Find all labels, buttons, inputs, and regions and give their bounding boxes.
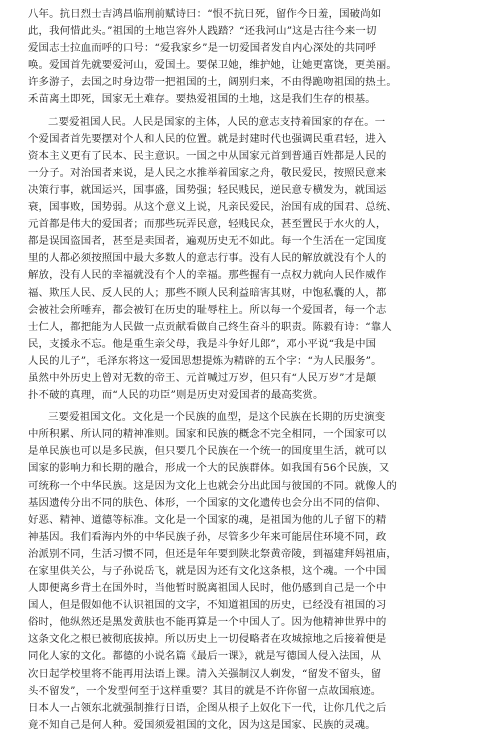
text-line: 会被社会所唾弃，都会被钉在历史的耻辱柱上。所以每一个爱国者，每一个志 — [28, 303, 387, 316]
text-line: 里的人都必须按照国中最大多数人的意志行事。没有人民的解放就没有个人的 — [28, 252, 387, 265]
text-line: 俗时，他纵然还是黑发黄肤也不能再算是一个中国人了。因为他精神世界中的 — [28, 616, 387, 629]
text-line: 神基因。我们看海内外的中华民族子孙，尽管多少年来可能居住环境不同，政 — [28, 530, 387, 543]
text-line: 爱国志士拉血而呼的口号：“爱我家乡”是一切爱国者发自内心深处的共同呼 — [28, 42, 377, 55]
text-line: 唤。爱国首先就要爱河山，爱国土。要保卫她，维护她，让她更富饶，更美丽。 — [28, 59, 397, 72]
text-line: 二要爱祖国人民。人民是国家的主体，人民的意志支持着国家的存在。一 — [48, 115, 386, 128]
text-line: 八年。抗日烈士吉鸿昌临刑前赋诗曰：“恨不抗日死，留作今日羞，国破尚如 — [28, 8, 382, 20]
text-line: 个爱国者首先要摆对个人和人民的位置。就是封建时代也强调民重君轻，进入 — [28, 132, 387, 145]
text-line: 解放，没有人民的幸福就没有个人的幸福。那些握有一点权力就向人民作威作 — [28, 269, 387, 282]
text-line: 元首都是伟大的爱国者；而那些玩弄民意，轻贱民众，甚至置民于水火的人， — [28, 218, 387, 231]
paragraph-2 — [28, 114, 452, 405]
text-line: 人即便离乡背土在国外时，当他暂时脱离祖国人民时，他仍感到自己是一个中 — [28, 582, 387, 595]
text-line: 次日起学校里将不能再用法语上课。清入关强制汉人剃发，“留发不留头，留 — [28, 667, 382, 680]
text-line: 都是误国盗国者，甚至是卖国者，遍观历史无不如此。每一个生活在一定国度 — [28, 235, 387, 248]
text-line: 许多游子，去国之时身边带一把祖国的土，阔别归来，不由得跪吻祖国的热土。 — [28, 76, 397, 89]
text-line: 三要爱祖国文化。文化是一个民族的血型，是这个民族在长期的历史演变 — [48, 411, 386, 424]
text-line: 日本人一占领东北就强制推行日语，企图从根子上奴化下一代，让你几代之后 — [28, 701, 387, 714]
text-line: 这条文化之根已被彻底拔掉。所以历史上一切侵略者在攻城掠地之后接着便是 — [28, 633, 387, 646]
text-line: 禾苗离土即死，国家无土难存。要热爱祖国的土地，这是我们生存的根基。 — [28, 93, 376, 106]
text-line: 福、欺压人民、反人民的人；那些不顾人民利益暗害其财，中饱私囊的人，都 — [28, 286, 387, 299]
text-line: 国人，但是假如他不认识祖国的文字，不知道祖国的历史，已经没有祖国的习 — [28, 599, 387, 612]
text-line: 国家的影响力和长期的融合，形成一个大的民族群体。如我国有56个民族，又 — [28, 462, 390, 475]
text-line: 好恶、精神、道德等标准。文化是一个国家的魂，是祖国为他的儿子留下的精 — [28, 513, 387, 526]
text-line: 资本主义更有了民本、民主意识。一国之中从国家元首到普通百姓都是人民的 — [28, 149, 387, 162]
text-line: 在家里供关公，与子孙说岳飞，就是因为还有文化这条根，这个魂。一个中国 — [28, 565, 387, 577]
text-line: 可统称一个中华民族。这是因为文化上也就会分出此国与彼国的不同。就像人的 — [28, 479, 397, 492]
paragraph-1 — [28, 6, 452, 109]
text-line: 此，我何惜此头。”祖国的土地岂容外人践踏？“还我河山”这是古往今来一切 — [28, 25, 377, 38]
text-line: 基因遗传分出不同的肤色、体形，一个国家的文化遗传也会分出不同的信仰、 — [28, 496, 387, 509]
text-line: 决策行事，就国运兴，国事盛，国势强；轻民贱民，逆民意专横发为，就国运 — [28, 183, 387, 196]
text-line: 中所积累、所认同的精神准则。国家和民族的概念不完全相同，一个国家可以 — [28, 428, 387, 441]
text-line: 民，支援永不忘。他是重生亲父母，我是斗争好儿郎”，邓小平说“我是中国 — [28, 337, 377, 350]
text-line: 人民的儿子”，毛泽东将这一爱国思想提炼为精辟的五个字：“为人民服务”。 — [28, 354, 382, 367]
text-line: 同化人家的文化。都德的小说名篇《最后一课》，就是写德国人侵入法国，从 — [28, 650, 382, 663]
text-line: 是单民族也可以是多民族，但只要几个民族在一个统一的国度里生活，就可以 — [28, 445, 387, 458]
text-line: 衰，国事败，国势弱。从这个意义上说，凡亲民爱民，治国有成的国君、总统、 — [28, 201, 397, 214]
text-line: 一分子。对治国者来说，是人民之水推举着国家之舟，敬民爱民，按照民意来 — [28, 166, 387, 179]
text-line: 竟不知自己是何人种。爱国须爱祖国的文化，因为这是国家、民族的灵魂。 — [28, 718, 376, 731]
text-line: 虽然中外历史上曾对无数的帝王、元首喊过万岁，但只有“人民万岁”才是颠 — [28, 371, 377, 384]
text-line: 治派别不同，生活习惯不同，但还是年年要到陕北祭黄帝陵，到福建拜妈祖庙， — [28, 547, 397, 560]
paragraph-3 — [28, 409, 452, 734]
text-line: 士仁人，都把能为人民做一点贡献看做自己终生奋斗的职责。陈毅有诗：“靠人 — [28, 320, 392, 333]
text-line: 扑不破的真理，而“人民的功臣”则是历史对爱国者的最高奖赏。 — [28, 389, 324, 402]
text-line: 头不留发”，一个发型何至于这样重要？其目的就是不许你留一点故国痕迹。 — [28, 684, 382, 697]
